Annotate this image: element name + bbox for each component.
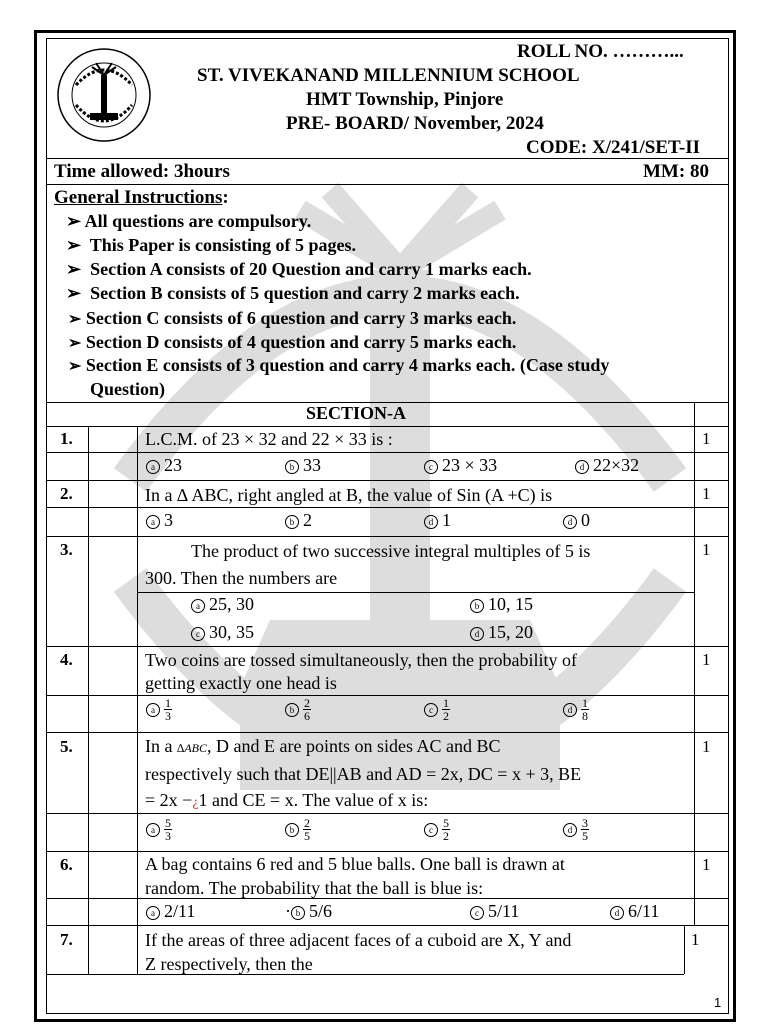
instruction-item: Question) [90,379,166,399]
instruction-item: ➢ All questions are compulsory. [66,211,312,231]
question-text: In a ∆ ABC, right angled at B, the value of Sin (A +C) is [145,485,553,505]
time-allowed: Time allowed: 3hours [54,161,230,182]
school-logo [54,45,154,145]
question-text-line2: 300. Then the numbers are [145,568,338,588]
option-a: a $\frac{1}{3}$ [146,697,172,722]
paper-code: CODE: X/241/SET-II [526,137,701,158]
option-d: d $\frac{1}{8}$ [563,697,589,722]
school-address: HMT Township, Pinjore [306,89,504,110]
option-c: c $\frac{5}{2}$ [424,817,450,842]
option-d: d 15, 20 [470,622,533,643]
roll-number-field: ROLL NO. ………... [517,41,684,62]
instruction-item: ➢ This Paper is consisting of 5 pages. [66,235,356,255]
instruction-item: ➢ Section D consists of 4 question and carry 5 marks each. [68,332,517,352]
option-d: d $\frac{3}{5}$ [563,817,589,842]
fraction: $\frac{1}{3}$ [165,696,171,723]
instruction-item: ➢ Section C consists of 6 question and carry 3 marks each. [68,308,517,328]
question-text-line2: respectively such that DE||AB and AD = 2x, DC = x + 3, BE [145,764,582,784]
instruction-item: ➢ Section A consists of 20 Question and carry 1 marks each. [66,259,532,279]
question-number: 3. [60,540,73,559]
question-marks: 1 [702,855,711,874]
fraction: $\frac{3}{5}$ [582,816,588,843]
instruction-item: ➢ Section B consists of 5 question and carry 2 marks each. [66,283,520,303]
option-a: a 23 [146,455,182,476]
exam-title: PRE- BOARD/ November, 2024 [286,113,544,134]
option-c: d 1 [424,510,451,531]
question-marks: 1 [691,930,700,949]
question-number: 4. [60,650,73,669]
question-number: 6. [60,855,73,874]
question-marks: 1 [702,484,711,503]
option-b: b $\frac{2}{5}$ [285,817,311,842]
question-marks: 1 [702,540,711,559]
option-c: c 30, 35 [191,622,254,643]
question-marks: 1 [702,650,711,669]
option-a: a 25, 30 [191,594,254,615]
instructions-heading: General Instructions: [54,187,229,208]
option-d: d 6/11 [610,901,659,922]
section-heading: SECTION-A [306,403,407,423]
fraction: $\frac{5}{3}$ [165,816,171,843]
question-text-line1: In a ∆ABC, D and E are points on sides AC and BC [145,736,501,756]
option-d: d 22×32 [575,455,639,476]
option-c: c 23 × 33 [424,455,497,476]
option-a: a 2/11 [146,901,195,922]
question-text-line2: random. The probability that the ball is blue is: [145,878,484,898]
question-number: 7. [60,930,73,949]
question-number: 5. [60,737,73,756]
fraction: $\frac{1}{8}$ [582,696,588,723]
fraction: $\frac{2}{5}$ [304,816,310,843]
question-marks: 1 [702,737,711,756]
option-b: b 2 [285,510,312,531]
option-b: b 10, 15 [470,594,533,615]
question-number: 2. [60,484,73,503]
question-text-line1: If the areas of three adjacent faces of a cuboid are X, Y and [145,930,572,950]
question-text: L.C.M. of 23 × 32 and 22 × 33 is : [145,429,393,449]
fraction: $\frac{2}{6}$ [304,696,310,723]
question-text-line3: = 2x −¿1 and CE = x. The value of x is: [145,790,429,810]
school-name: ST. VIVEKANAND MILLENNIUM SCHOOL [197,65,580,86]
option-c: c 5/11 [470,901,519,922]
question-text-line1: A bag contains 6 red and 5 blue balls. One ball is drawn at [145,854,565,874]
question-number: 1. [60,429,73,448]
max-marks: MM: 80 [643,161,709,182]
question-text-line2: Z respectively, then the [145,954,313,974]
option-a: a 3 [146,510,173,531]
question-text-line1: Two coins are tossed simultaneously, then the probability of [145,650,577,670]
fraction: $\frac{1}{2}$ [443,696,449,723]
page-number: 1 [714,995,722,1010]
option-b: b 33 [285,455,321,476]
instruction-item: ➢ Section E consists of 3 question and carry 4 marks each. (Case study [68,355,610,375]
question-text-line1: The product of two successive integral multiples of 5 is [191,541,591,561]
question-text-line2: getting exactly one head is [145,673,337,693]
question-marks: 1 [702,429,711,448]
option-c: c $\frac{1}{2}$ [424,697,450,722]
option-b: b $\frac{2}{6}$ [285,697,311,722]
option-a: a $\frac{5}{3}$ [146,817,172,842]
fraction: $\frac{5}{2}$ [443,816,449,843]
option-b: · b 5/6 [285,901,333,921]
option-d: d 0 [563,510,590,531]
